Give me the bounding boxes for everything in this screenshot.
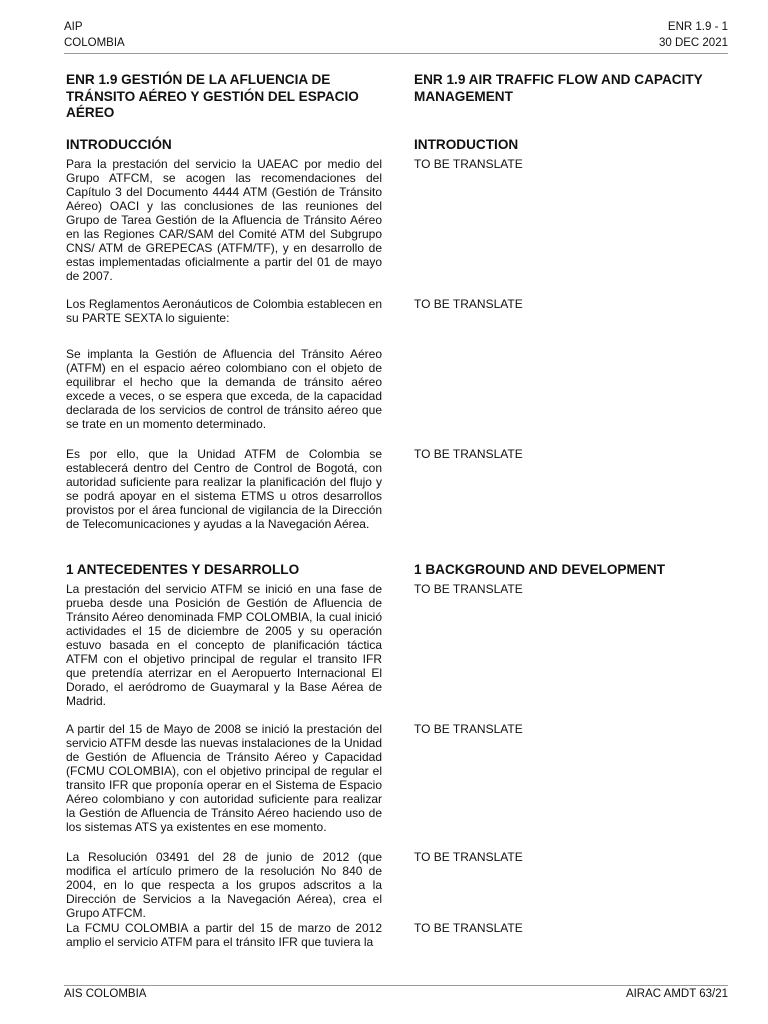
english-intro-placeholder-3: TO BE TRANSLATE <box>414 447 523 461</box>
english-section1-placeholder-1: TO BE TRANSLATE <box>414 582 523 596</box>
publication-date: 30 DEC 2021 <box>658 37 728 49</box>
english-section1-heading: 1 BACKGROUND AND DEVELOPMENT <box>414 562 665 577</box>
page-number: ENR 1.9 - 1 <box>667 21 728 33</box>
spanish-intro-paragraph-4: Es por ello, que la Unidad ATFM de Colombia se establecerá dentro del Centro de Control de Bogotá, con autoridad suficiente para realizar la planificación del flujo y se podrá apoyar en el sistema ETMS u otros desarrollos provistos por el área funcional de vigilancia de la Dirección de Telecomunicaciones y ayudas a la Navegación Aérea. <box>66 447 382 531</box>
header-left <box>64 19 125 51</box>
footer-amendment: AIRAC AMDT 63/21 <box>625 988 728 1000</box>
header-country: COLOMBIA <box>64 37 125 49</box>
spanish-intro-paragraph-2: Los Reglamentos Aeronáuticos de Colombia establecen en su PARTE SEXTA lo siguiente: <box>66 297 382 325</box>
english-intro-placeholder-1: TO BE TRANSLATE <box>414 157 523 171</box>
english-section1-placeholder-4: TO BE TRANSLATE <box>414 921 523 935</box>
spanish-section1-paragraph-3: La Resolución 03491 del 28 de junio de 2012 (que modifica el artículo primero de la resolución No 840 de 2004, en lo que respecta a los grupos adscritos a la Dirección de Servicios a la Navegación Aérea), crea el Grupo ATFCM. <box>66 850 382 920</box>
spanish-section1-paragraph-1: La prestación del servicio ATFM se inició en una fase de prueba desde una Posición de Gestión de Afluencia de Tránsito Aéreo denominada FMP COLOMBIA, la cual inició actividades el 15 de diciembre de 2005 y su operación estuvo basada en el concepto de planificación táctica ATFM con el objetivo principal de regular el transito IFR que pretendía aterrizar en el Aeropuerto Internacional El Dorado, el aeródromo de Guaymaral y la Base Aérea de Madrid. <box>66 582 382 708</box>
english-section1-placeholder-2: TO BE TRANSLATE <box>414 722 523 736</box>
spanish-intro-paragraph-3: Se implanta la Gestión de Afluencia del Tránsito Aéreo (ATFM) en el espacio aéreo colombiano con el objeto de equilibrar el hecho que la demanda de tránsito aéreo excede a veces, o se espera que exceda, de la capacidad declarada de los servicios de control de tránsito aéreo que se trate en un momento determinado. <box>66 347 382 431</box>
spanish-title: ENR 1.9 GESTIÓN DE LA AFLUENCIA DE TRÁNSITO AÉREO Y GESTIÓN DEL ESPACIO AÉREO <box>66 72 359 120</box>
spanish-intro-heading: INTRODUCCIÓN <box>66 137 172 152</box>
english-intro-placeholder-2: TO BE TRANSLATE <box>414 297 523 311</box>
spanish-intro-paragraph-1: Para la prestación del servicio la UAEAC por medio del Grupo ATFCM, se acogen las recomendaciones del Capítulo 3 del Documento 4444 ATM (Gestión de Tránsito Aéreo) OACI y las conclusiones de las reuniones del Grupo de Tarea Gestión de la Afluencia de Tránsito Aéreo en las Regiones CAR/SAM del Comité ATM del Subgrupo CNS/ ATM de GREPECAS (ATFM/TF), y en desarrollo de estas implementadas oficialmente a partir del 01 de mayo de 2007. <box>66 157 382 283</box>
english-intro-heading: INTRODUCTION <box>414 137 519 152</box>
spanish-section1-heading: 1 ANTECEDENTES Y DESARROLLO <box>66 562 300 577</box>
english-title: ENR 1.9 AIR TRAFFIC FLOW AND CAPACITY MANAGEMENT <box>414 72 703 104</box>
english-section1-placeholder-3: TO BE TRANSLATE <box>414 850 523 864</box>
header-divider <box>64 53 728 54</box>
header-aip: AIP <box>64 21 83 33</box>
footer-publisher: AIS COLOMBIA <box>64 988 147 1000</box>
header-right <box>659 19 728 51</box>
footer-divider <box>64 985 728 986</box>
spanish-section1-paragraph-4: La FCMU COLOMBIA a partir del 15 de marzo de 2012 amplio el servicio ATFM para el tránsito IFR que tuviera la <box>66 921 382 949</box>
spanish-section1-paragraph-2: A partir del 15 de Mayo de 2008 se inició la prestación del servicio ATFM desde las nuevas instalaciones de la Unidad de Gestión de Afluencia de Tránsito Aéreo y Capacidad (FCMU COLOMBIA), con el objetivo principal de regular el transito IFR que proponía operar en el Sistema de Espacio Aéreo colombiano y con autoridad suficiente para realizar la Gestión de Afluencia de Tránsito Aéreo haciendo uso de los sistemas ATS ya existentes en ese momento. <box>66 722 382 834</box>
